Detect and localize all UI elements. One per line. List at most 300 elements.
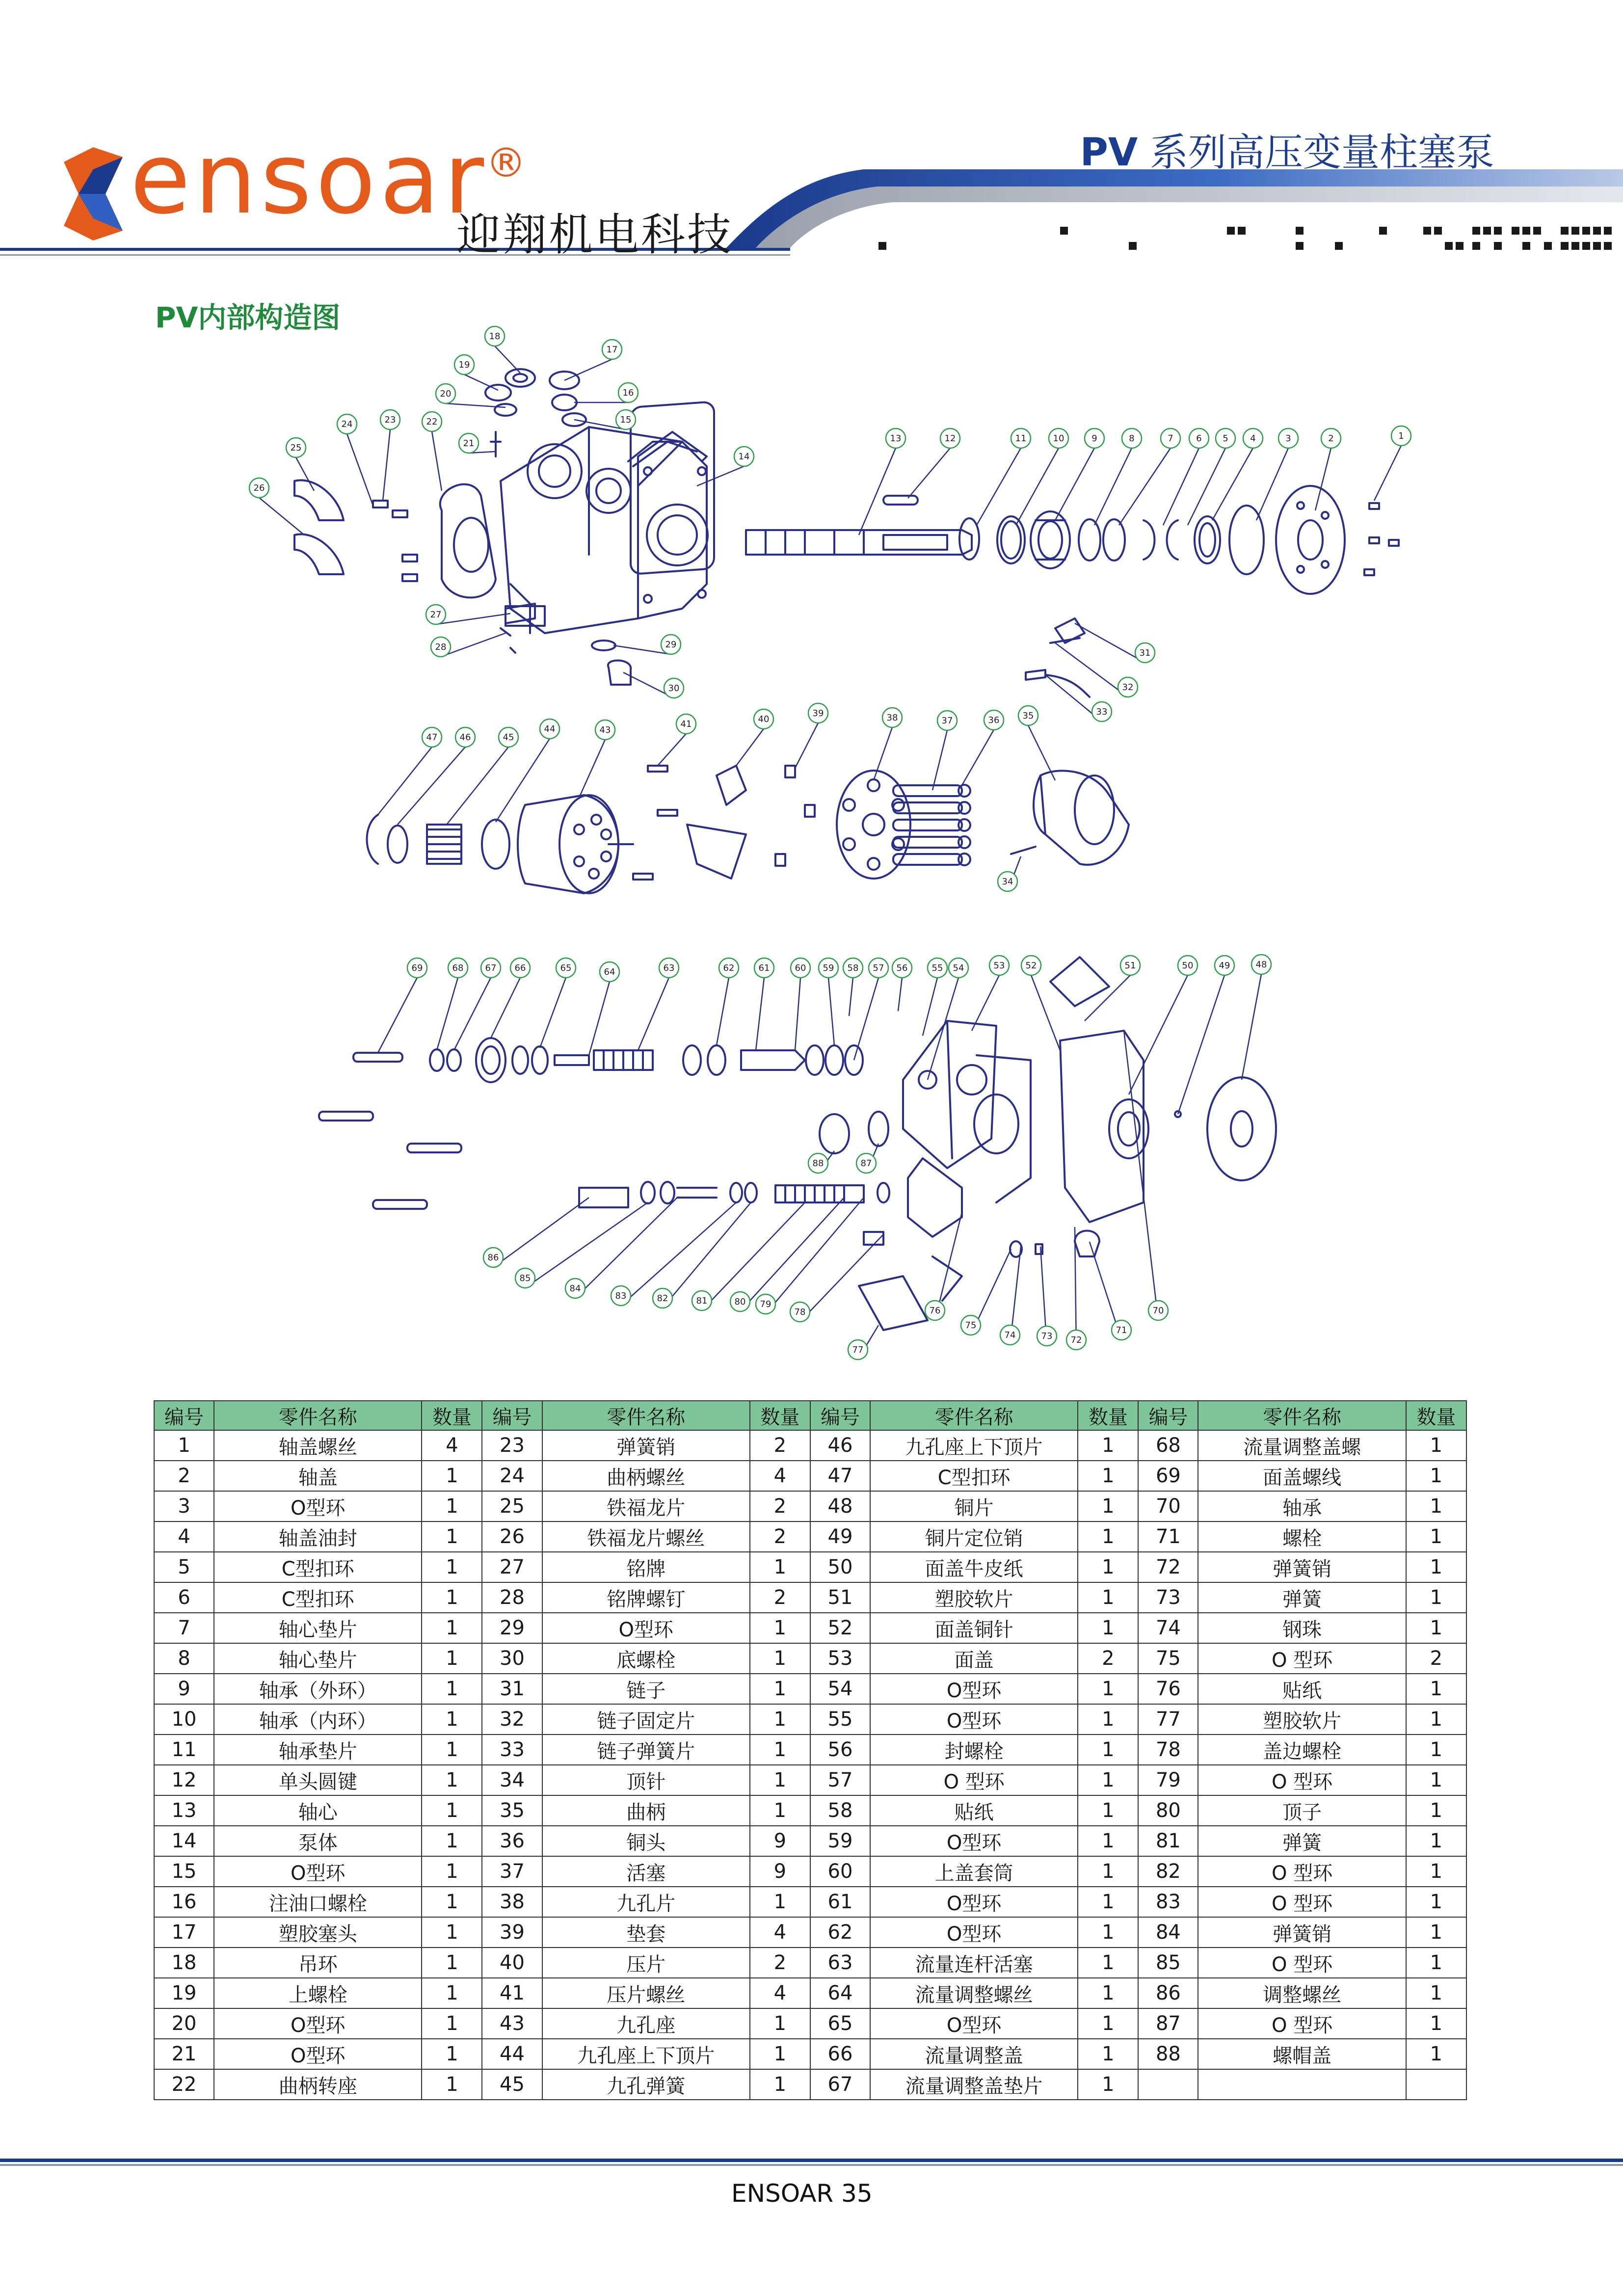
callout-71 [1090, 1242, 1131, 1340]
callout-61 [754, 958, 774, 1050]
callout-12 [908, 428, 960, 498]
table-header-cell: 编号 [154, 1401, 214, 1430]
table-cell: 轴心垫片 [214, 1643, 422, 1674]
callout-number: 76 [929, 1306, 941, 1316]
callout-number: 57 [873, 963, 884, 973]
callout-number: 54 [953, 963, 964, 973]
callout-68 [437, 958, 468, 1050]
callout-1 [1374, 426, 1411, 501]
table-cell: 28 [482, 1582, 542, 1613]
table-cell: 链子固定片 [542, 1704, 750, 1735]
callout-number: 6 [1196, 433, 1202, 444]
series-name: 系列高压变量柱塞泵 [1138, 131, 1494, 175]
table-cell: 1 [422, 1826, 482, 1856]
table-cell [1406, 2069, 1466, 2100]
callout-number: 77 [852, 1345, 864, 1355]
callout-62 [717, 958, 739, 1045]
leader-line [564, 359, 612, 380]
table-cell: 1 [1078, 1491, 1138, 1522]
leader-line [1256, 448, 1288, 520]
callout-number: 51 [1124, 961, 1136, 971]
table-cell: 活塞 [542, 1856, 750, 1887]
leader-line [1374, 446, 1401, 501]
table-cell: 1 [750, 2039, 810, 2069]
callout-number: 5 [1223, 433, 1228, 444]
callout-number: 43 [599, 725, 611, 735]
callout-number: 1 [1398, 431, 1404, 441]
callout-28 [431, 633, 506, 657]
table-cell: 62 [810, 1917, 870, 1948]
table-cell: 16 [154, 1887, 214, 1917]
table-row [154, 1795, 1466, 1826]
table-cell: 1 [1078, 1582, 1138, 1613]
callout-number: 23 [384, 415, 396, 425]
callout-number: 13 [890, 433, 902, 444]
callout-number: 4 [1250, 433, 1256, 444]
callout-number: 61 [758, 963, 770, 973]
logo-wordmark: ensoar [130, 122, 488, 236]
callout-number: 39 [812, 708, 824, 719]
table-cell: 69 [1138, 1461, 1198, 1491]
table-cell: 单头圆键 [214, 1765, 422, 1795]
leader-line [977, 448, 1021, 525]
table-cell: 1 [422, 1491, 482, 1522]
table-cell: 曲柄螺丝 [542, 1461, 750, 1491]
leader-line [495, 346, 520, 373]
table-cell: 压片螺丝 [542, 1978, 750, 2008]
callout-number: 72 [1070, 1335, 1082, 1345]
table-row [154, 1704, 1466, 1735]
table-cell: 1 [750, 1643, 810, 1674]
callout-51 [1085, 956, 1140, 1021]
table-cell: 流量调整盖螺 [1198, 1430, 1406, 1461]
table-cell: 83 [1138, 1887, 1198, 1917]
callout-24 [337, 414, 373, 506]
callout-number: 69 [411, 963, 423, 973]
table-cell: 1 [422, 2069, 482, 2100]
callout-number: 40 [758, 714, 770, 724]
leader-line [437, 978, 458, 1050]
leader-line [1129, 975, 1188, 1095]
table-cell: 1 [1406, 2039, 1466, 2069]
table-row [154, 1674, 1466, 1704]
table-cell: 50 [810, 1552, 870, 1582]
table-cell: 36 [482, 1826, 542, 1856]
table-cell: 塑胶软片 [870, 1582, 1078, 1613]
callout-number: 80 [734, 1297, 746, 1307]
callout-number: 30 [668, 683, 680, 694]
table-cell: 轴盖 [214, 1461, 422, 1491]
leader-line [436, 614, 510, 624]
table-cell: 1 [750, 1887, 810, 1917]
callout-34 [998, 856, 1021, 891]
cylinder-block-drawing [367, 795, 634, 893]
table-cell: 吊环 [214, 1948, 422, 1978]
table-cell: 44 [482, 2039, 542, 2069]
leader-line [1315, 448, 1331, 510]
table-cell: 1 [422, 1582, 482, 1613]
table-cell: 链子弹簧片 [542, 1735, 750, 1765]
table-cell: 38 [482, 1887, 542, 1917]
callout-88 [808, 1151, 834, 1173]
table-cell: 流量连杆活塞 [870, 1948, 1078, 1978]
table-cell: 铭牌螺钉 [542, 1582, 750, 1613]
table-cell: 25 [482, 1491, 542, 1522]
leader-line [766, 1198, 864, 1314]
table-cell: O型环 [214, 2008, 422, 2039]
callout-number: 83 [615, 1291, 627, 1301]
callout-33 [1045, 675, 1112, 721]
table-cell: 76 [1138, 1674, 1198, 1704]
table-cell: C型扣环 [214, 1552, 422, 1582]
callout-20 [436, 384, 506, 407]
table-row [154, 1735, 1466, 1765]
table-cell: 轴心垫片 [214, 1613, 422, 1643]
table-cell [1138, 2069, 1198, 2100]
table-cell: 78 [1138, 1735, 1198, 1765]
leader-line [697, 466, 744, 486]
table-cell: 23 [482, 1430, 542, 1461]
table-cell: O 型环 [1198, 1948, 1406, 1978]
table-cell: 80 [1138, 1795, 1198, 1826]
table-cell: 流量调整螺丝 [870, 1978, 1078, 2008]
table-cell: 13 [154, 1795, 214, 1826]
table-cell: 1 [1406, 1735, 1466, 1765]
table-row [154, 1643, 1466, 1674]
callout-79 [756, 1198, 864, 1314]
leader-line [898, 978, 902, 1011]
table-cell: 7 [154, 1613, 214, 1643]
callout-53 [972, 956, 1009, 1031]
table-cell: 20 [154, 2008, 214, 2039]
callout-number: 84 [569, 1283, 581, 1294]
table-cell: O型环 [870, 1887, 1078, 1917]
teflon-pieces-drawing [294, 480, 417, 581]
table-cell: 63 [810, 1948, 870, 1978]
table-cell: 3 [154, 1491, 214, 1522]
callout-number: 20 [440, 389, 452, 399]
callout-number: 34 [1002, 877, 1013, 887]
callout-80 [730, 1198, 844, 1311]
callout-59 [819, 958, 838, 1045]
table-header-cell: 编号 [810, 1401, 870, 1430]
callout-60 [791, 958, 810, 1050]
table-cell: 9 [750, 1826, 810, 1856]
table-cell: 2 [750, 1430, 810, 1461]
table-cell: 上螺栓 [214, 1978, 422, 2008]
callout-number: 24 [341, 419, 353, 429]
table-cell: 2 [1406, 1643, 1466, 1674]
table-cell: 1 [1078, 2039, 1138, 2069]
table-cell: 弹簧 [1198, 1582, 1406, 1613]
table-cell: 58 [810, 1795, 870, 1826]
table-cell: 27 [482, 1552, 542, 1582]
table-cell: 压片 [542, 1948, 750, 1978]
leader-line [658, 734, 686, 766]
callout-number: 56 [896, 963, 908, 973]
callout-31 [1075, 623, 1155, 663]
table-cell: O型环 [870, 1674, 1078, 1704]
table-cell: 弹簧 [1198, 1826, 1406, 1856]
table-row [154, 1856, 1466, 1887]
table-cell: 1 [750, 1795, 810, 1826]
callout-number: 14 [738, 452, 750, 462]
callout-number: 46 [459, 732, 471, 743]
callout-number: 44 [544, 724, 556, 734]
table-cell: 封螺栓 [870, 1735, 1078, 1765]
table-cell: O型环 [870, 1826, 1078, 1856]
table-cell: 注油口螺栓 [214, 1887, 422, 1917]
table-row [154, 2039, 1466, 2069]
leader-line [378, 978, 417, 1053]
table-cell [1198, 2069, 1406, 2100]
leader-line [1212, 448, 1253, 520]
callout-number: 7 [1168, 433, 1173, 444]
table-cell: 1 [422, 2039, 482, 2069]
callout-39 [795, 703, 828, 768]
table-cell: 54 [810, 1674, 870, 1704]
table-cell: 1 [750, 2008, 810, 2039]
callout-number: 16 [622, 388, 634, 398]
table-cell: 轴承（内环） [214, 1704, 422, 1735]
table-header-cell: 零件名称 [1198, 1401, 1406, 1430]
table-cell: 1 [422, 1704, 482, 1735]
leader-line [849, 978, 853, 1016]
callout-number: 53 [993, 961, 1005, 971]
leader-line [491, 978, 520, 1038]
table-cell: 1 [422, 1552, 482, 1582]
leader-line [383, 429, 390, 501]
callout-27 [426, 605, 510, 624]
callout-78 [790, 1234, 883, 1322]
callout-63 [638, 958, 679, 1050]
callout-number: 47 [426, 732, 438, 743]
leader-line [1055, 643, 1128, 697]
table-cell: 12 [154, 1765, 214, 1795]
table-cell: 34 [482, 1765, 542, 1795]
table-cell: 轴承垫片 [214, 1735, 422, 1765]
table-cell: 1 [1406, 1674, 1466, 1704]
table-cell: 1 [1406, 1826, 1466, 1856]
table-cell: O 型环 [1198, 2008, 1406, 2039]
table-cell: 9 [154, 1674, 214, 1704]
table-cell: 57 [810, 1765, 870, 1795]
callout-77 [848, 1325, 878, 1360]
table-cell: 5 [154, 1552, 214, 1582]
callout-30 [623, 672, 684, 698]
table-cell: O型环 [870, 1917, 1078, 1948]
table-cell: 67 [810, 2069, 870, 2100]
table-cell: 30 [482, 1643, 542, 1674]
table-cell: 72 [1138, 1552, 1198, 1582]
table-cell: 1 [1406, 1491, 1466, 1522]
table-cell: 流量调整盖垫片 [870, 2069, 1078, 2100]
table-cell: 8 [154, 1643, 214, 1674]
callout-number: 37 [941, 716, 953, 726]
callout-22 [422, 412, 442, 491]
callout-number: 22 [426, 417, 438, 427]
table-cell: O型环 [214, 1491, 422, 1522]
table-cell: 79 [1138, 1765, 1198, 1795]
callout-75 [961, 1249, 1011, 1335]
table-cell: 铜片 [870, 1491, 1078, 1522]
table-cell: 70 [1138, 1491, 1198, 1522]
callout-number: 50 [1182, 961, 1194, 971]
table-cell: 轴盖油封 [214, 1522, 422, 1552]
table-cell: 铜头 [542, 1826, 750, 1856]
table-cell: 1 [154, 1430, 214, 1461]
table-row [154, 1461, 1466, 1491]
callout-87 [856, 1144, 878, 1173]
swash-plate-drawing [837, 771, 910, 879]
leader-line [579, 740, 605, 798]
callout-number: 49 [1219, 961, 1230, 971]
table-cell: 曲柄 [542, 1795, 750, 1826]
table-cell: 41 [482, 1978, 542, 2008]
table-cell: 1 [1078, 1948, 1138, 1978]
leader-line [962, 730, 994, 785]
table-cell: 1 [422, 1674, 482, 1704]
table-cell: O型环 [214, 2039, 422, 2069]
table-cell: C型扣环 [214, 1582, 422, 1613]
leader-line [432, 431, 442, 491]
callout-number: 73 [1041, 1331, 1053, 1341]
table-cell: 贴纸 [870, 1795, 1078, 1826]
callout-36 [962, 710, 1004, 785]
table-cell: 10 [154, 1704, 214, 1735]
callout-number: 21 [463, 438, 475, 449]
table-header-row [154, 1401, 1466, 1430]
table-row [154, 1978, 1466, 2008]
callout-number: 60 [795, 963, 806, 973]
callout-number: 36 [988, 715, 1000, 725]
table-cell: 1 [1078, 1735, 1138, 1765]
leader-line [972, 975, 999, 1031]
callout-number: 10 [1053, 433, 1064, 444]
table-cell: O型环 [542, 1613, 750, 1643]
table-cell: 1 [750, 1704, 810, 1735]
table-cell: 1 [1078, 1430, 1138, 1461]
table-cell: 2 [750, 1948, 810, 1978]
table-cell: 曲柄转座 [214, 2069, 422, 2100]
table-header-cell: 零件名称 [870, 1401, 1078, 1430]
table-cell: 2 [750, 1582, 810, 1613]
callout-16 [574, 383, 638, 402]
table-cell: 59 [810, 1826, 870, 1856]
table-cell: 81 [1138, 1826, 1198, 1856]
leader-line [589, 982, 610, 1055]
table-cell: 铁福龙片螺丝 [542, 1522, 750, 1552]
table-cell: 贴纸 [1198, 1674, 1406, 1704]
eyebolt-and-plugs-drawing [485, 369, 586, 456]
table-row [154, 1887, 1466, 1917]
table-header-cell: 数量 [1406, 1401, 1466, 1430]
table-cell: 1 [750, 1552, 810, 1582]
callout-number: 28 [435, 642, 447, 652]
table-cell: 31 [482, 1674, 542, 1704]
table-cell: 75 [1138, 1643, 1198, 1674]
table-cell: 盖边螺栓 [1198, 1735, 1406, 1765]
table-cell: 1 [422, 1948, 482, 1978]
callout-number: 71 [1116, 1325, 1127, 1335]
table-cell: 1 [1406, 2008, 1466, 2039]
table-cell: 48 [810, 1491, 870, 1522]
table-cell: 2 [750, 1491, 810, 1522]
callout-number: 19 [458, 360, 470, 370]
table-cell: 53 [810, 1643, 870, 1674]
table-cell: 1 [1078, 1856, 1138, 1887]
callout-83 [611, 1202, 736, 1306]
table-cell: 1 [1078, 2008, 1138, 2039]
table-cell: 65 [810, 2008, 870, 2039]
leader-line [854, 978, 878, 1060]
table-cell: 1 [422, 2008, 482, 2039]
table-cell: 56 [810, 1735, 870, 1765]
table-cell: 37 [482, 1856, 542, 1887]
leader-line [795, 978, 800, 1050]
table-cell: 1 [1406, 1704, 1466, 1735]
leader-line [259, 498, 304, 535]
table-cell: 84 [1138, 1917, 1198, 1948]
table-header-cell: 数量 [422, 1401, 482, 1430]
callout-number: 81 [696, 1296, 708, 1306]
leader-line [1016, 448, 1059, 525]
callout-29 [613, 635, 681, 654]
callout-number: 27 [430, 610, 442, 620]
table-cell: 74 [1138, 1613, 1198, 1643]
table-cell: 1 [1078, 1552, 1138, 1582]
callout-number: 67 [485, 963, 497, 973]
table-cell: 1 [1078, 1522, 1138, 1552]
section-title: PV内部构造图 [155, 301, 341, 334]
table-cell: 2 [154, 1461, 214, 1491]
callout-number: 55 [931, 963, 943, 973]
callout-number: 25 [290, 443, 302, 453]
table-cell: 1 [1406, 1582, 1466, 1613]
table-cell: 86 [1138, 1978, 1198, 2008]
table-cell: O型环 [870, 1704, 1078, 1735]
table-header-cell: 编号 [1138, 1401, 1198, 1430]
callout-number: 12 [944, 433, 956, 444]
callout-21 [459, 433, 496, 453]
callout-40 [736, 709, 773, 766]
table-cell: 46 [810, 1430, 870, 1461]
table-cell: 88 [1138, 2039, 1198, 2069]
callout-81 [692, 1202, 805, 1310]
table-header-cell: 数量 [750, 1401, 810, 1430]
table-cell: 66 [810, 2039, 870, 2069]
table-cell: O 型环 [870, 1765, 1078, 1795]
table-cell: 弹簧销 [542, 1430, 750, 1461]
callout-85 [515, 1202, 648, 1288]
table-cell: 1 [422, 1522, 482, 1552]
table-cell: 1 [1078, 1978, 1138, 2008]
table-cell: 九孔座上下顶片 [870, 1430, 1078, 1461]
table-cell: 64 [810, 1978, 870, 2008]
callout-number: 62 [723, 963, 735, 973]
table-cell: 60 [810, 1856, 870, 1887]
table-cell: 4 [750, 1461, 810, 1491]
callout-number: 33 [1096, 707, 1108, 717]
table-row [154, 1552, 1466, 1582]
table-cell: O型环 [870, 2008, 1078, 2039]
table-cell: 47 [810, 1461, 870, 1491]
table-cell: 1 [422, 1765, 482, 1795]
callout-number: 88 [812, 1158, 824, 1169]
table-cell: 4 [750, 1917, 810, 1948]
table-cell: O 型环 [1198, 1643, 1406, 1674]
table-cell: 螺帽盖 [1198, 2039, 1406, 2069]
